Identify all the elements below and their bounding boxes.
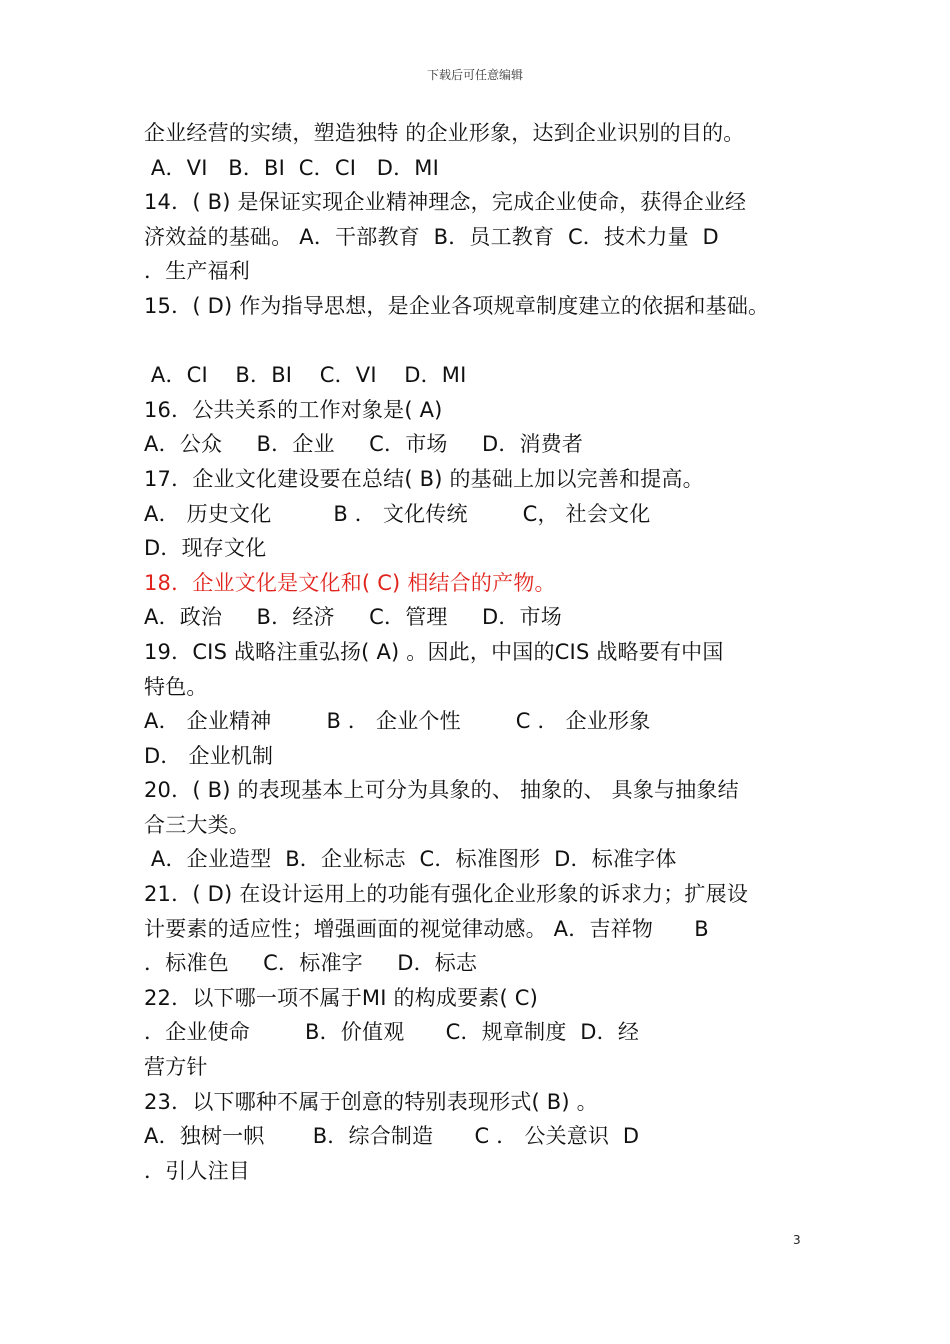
text-line: A．公众 B．企业 C．市场 D．消费者 — [144, 432, 584, 457]
text-line: A．VI B．BI C．CI D．MI — [144, 155, 440, 180]
text-line: A．CI B．BI C．VI D．MI — [144, 363, 467, 388]
text-line: 17．企业文化建设要在总结( B) 的基础上加以完善和提高。 — [144, 466, 704, 491]
text-line: 特色。 — [144, 674, 208, 699]
text-line: 合三大类。 — [144, 812, 250, 837]
text-line: 15．( D) 作为指导思想，是企业各项规章制度建立的依据和基础。 — [144, 293, 770, 318]
text-line: ．引人注目 — [144, 1158, 250, 1183]
text-line: 14．( B) 是保证实现企业精神理念，完成企业使命，获得企业经 — [144, 190, 747, 215]
page-header: 下载后可任意编辑 — [426, 68, 523, 82]
text-line: 企业经营的实绩，塑造独特 的企业形象，达到企业识别的目的。 — [144, 121, 745, 145]
blank-line — [144, 324, 824, 359]
text-line: A．企业造型 B．企业标志 C．标准图形 D．标准字体 — [144, 847, 677, 872]
page-number: 3 — [793, 1233, 801, 1247]
text-line: 16．公共关系的工作对象是( A) — [144, 397, 443, 422]
text-line: 21．( D) 在设计运用上的功能有强化企业形象的诉求力；扩展设 — [144, 882, 749, 907]
text-line: 营方针 — [144, 1055, 208, 1080]
text-line: D．现存文化 — [144, 536, 267, 561]
text-line: 22．以下哪一项不属于MI 的构成要素( C) — [144, 985, 539, 1010]
text-line: ．标准色 C．标准字 D．标志 — [144, 951, 478, 976]
highlighted-text-line: 18．企业文化是文化和( C) 相结合的产物。 — [144, 570, 556, 595]
text-line: A．政治 B．经济 C．管理 D．市场 — [144, 605, 562, 630]
text-line: A． 历史文化 B ． 文化传统 C， 社会文化 — [144, 501, 651, 526]
text-line: 20．( B) 的表现基本上可分为具象的、 抽象的、 具象与抽象结 — [144, 778, 739, 803]
text-line: 23．以下哪种不属于创意的特别表现形式( B) 。 — [144, 1089, 598, 1114]
text-line: A． 企业精神 B ． 企业个性 C ． 企业形象 — [144, 709, 651, 734]
text-line: 计要素的适应性；增强画面的视觉律动感。 A．吉祥物 B — [144, 916, 709, 941]
text-line: ．企业使命 B．价值观 C．规章制度 D．经 — [144, 1020, 640, 1045]
text-line: ．生产福利 — [144, 259, 250, 284]
text-line: 19．CIS 战略注重弘扬( A) 。因此，中国的CIS 战略要有中国 — [144, 639, 724, 664]
document-body — [144, 116, 824, 1188]
text-line: 济效益的基础。 A．干部教育 B．员工教育 C．技术力量 D — [144, 224, 719, 249]
text-line: A．独树一帜 B．综合制造 C ． 公关意识 D — [144, 1124, 640, 1149]
text-line: D． 企业机制 — [144, 743, 274, 768]
